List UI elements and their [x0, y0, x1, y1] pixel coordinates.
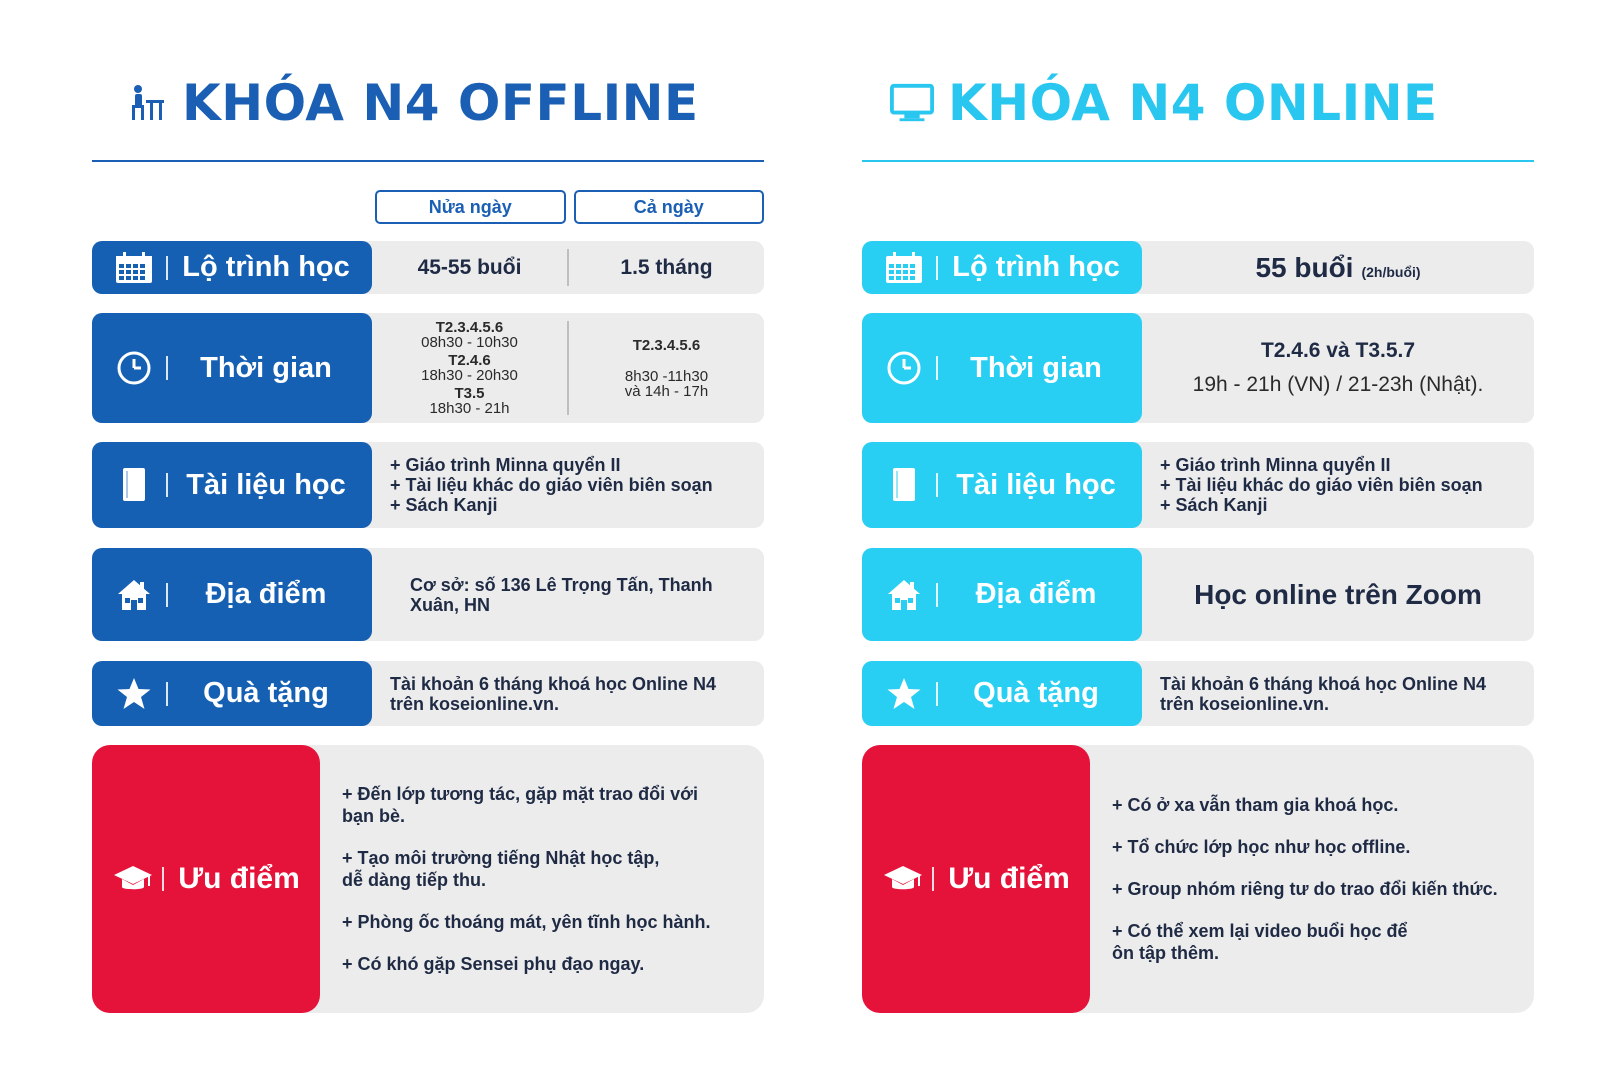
online-schedule-label: [862, 241, 1142, 294]
half-day-slot-1-day: T2.3.4.5.6: [435, 319, 504, 336]
offline-location-values: [372, 548, 764, 641]
offline-gift-label: [92, 661, 372, 726]
offline-material-2: + Tài liệu khác do giáo viên biên soạn: [390, 475, 713, 495]
half-day-slot-3-time: 18h30 - 21h: [429, 400, 510, 417]
online-location-value: Học online trên Zoom: [1194, 578, 1482, 610]
offline-advantage-4-line-1: + Có khó gặp Sensei phụ đạo ngay.: [342, 954, 645, 974]
offline-advantages-list: [342, 745, 744, 1013]
offline-advantage-3-line-1: + Phòng ốc thoáng mát, yên tĩnh học hành.: [342, 912, 711, 932]
offline-location-label-text: Địa điểm: [205, 578, 327, 610]
star-icon: [114, 674, 154, 714]
online-advantage-2-line-1: + Tổ chức lớp học như học offline.: [1112, 837, 1411, 857]
online-materials-label: [862, 442, 1142, 528]
calendar-icon: [114, 248, 154, 288]
offline-advantage-2-line-2: dễ dàng tiếp thu.: [342, 870, 486, 890]
offline-time-label: [92, 313, 372, 423]
offline-location-line-2: Xuân, HN: [410, 594, 491, 615]
online-advantages-label-text: Ưu điểm: [948, 862, 1070, 895]
online-material-1: + Giáo trình Minna quyển II: [1160, 455, 1391, 475]
offline-location-label: [92, 548, 372, 641]
offline-gift-line-2: trên koseionline.vn.: [390, 693, 560, 714]
online-title-text: KHÓA N4 ONLINE: [948, 74, 1438, 132]
online-schedule-note: (2h/buổi): [1361, 263, 1421, 280]
offline-schedule-values: [372, 241, 764, 294]
offline-gift-row: [92, 661, 764, 726]
online-time-label-text: Thời gian: [970, 351, 1102, 384]
offline-advantage-1-line-1: + Đến lớp tương tác, gặp mặt trao đổi với: [342, 784, 698, 804]
offline-materials-label-text: Tài liệu học: [186, 468, 346, 501]
online-materials-values: [1142, 442, 1534, 528]
offline-column-headers: [375, 190, 764, 224]
clock-icon: [884, 348, 924, 388]
offline-advantage-1-line-2: bạn bè.: [342, 806, 406, 826]
offline-schedule-row: [92, 241, 764, 294]
online-time-days: T2.4.6 và T3.5.7: [1260, 339, 1416, 362]
online-advantage-3: [1112, 878, 1514, 900]
offline-title: [92, 68, 764, 138]
online-divider: [862, 160, 1534, 162]
online-gift-values: [1142, 661, 1534, 726]
online-time-hours: 19h - 21h (VN) / 21-23h (Nhật).: [1192, 373, 1484, 396]
offline-materials-row: [92, 442, 764, 528]
online-advantage-4-line-2: ôn tập thêm.: [1112, 943, 1219, 963]
online-materials-label-text: Tài liệu học: [956, 468, 1116, 501]
graduation-cap-icon: [112, 858, 154, 900]
monitor-icon: [890, 81, 934, 125]
book-icon: [884, 465, 924, 505]
online-advantage-3-line-1: + Group nhóm riêng tư do trao đổi kiến thức.: [1112, 879, 1498, 899]
online-material-3: + Sách Kanji: [1160, 495, 1268, 515]
online-advantage-2: [1112, 836, 1514, 858]
offline-schedule-label: [92, 241, 372, 294]
offline-schedule-half: 45-55 buổi: [417, 255, 522, 279]
offline-advantages-row: [92, 745, 764, 1013]
offline-column: [92, 0, 764, 1083]
offline-advantage-1: [342, 783, 744, 827]
online-advantage-4-line-1: + Có thể xem lại video buổi học để: [1112, 921, 1408, 941]
offline-material-1: + Giáo trình Minna quyển II: [390, 455, 621, 475]
offline-schedule-full: 1.5 tháng: [620, 255, 713, 279]
online-materials-row: [862, 442, 1534, 528]
online-schedule-label-text: Lộ trình học: [952, 251, 1120, 283]
offline-gift-values: [372, 661, 764, 726]
star-icon: [884, 674, 924, 714]
online-gift-line-2: trên koseionline.vn.: [1160, 693, 1330, 714]
online-gift-line-1: Tài khoản 6 tháng khoá học Online N4: [1160, 673, 1487, 694]
offline-location-line-1: Cơ sở: số 136 Lê Trọng Tấn, Thanh: [410, 574, 713, 595]
full-day-header: Cả ngày: [574, 190, 765, 224]
half-day-slot-2-time: 18h30 - 20h30: [421, 367, 518, 384]
offline-gift-label-text: Quà tặng: [203, 677, 329, 709]
online-advantages-label: [862, 745, 1090, 1013]
half-day-slot-3-day: T3.5: [454, 385, 485, 402]
offline-materials-label: [92, 442, 372, 528]
offline-gift-line-1: Tài khoản 6 tháng khoá học Online N4: [390, 673, 717, 694]
online-location-row: [862, 548, 1534, 641]
offline-location-row: [92, 548, 764, 641]
offline-advantages-label: [92, 745, 320, 1013]
online-material-2: + Tài liệu khác do giáo viên biên soạn: [1160, 475, 1483, 495]
offline-materials-values: [372, 442, 764, 528]
online-advantages-list: [1112, 745, 1514, 1013]
offline-advantage-2: [342, 847, 744, 891]
online-advantage-1: [1112, 794, 1514, 816]
online-schedule-values: [1142, 241, 1534, 294]
offline-time-label-text: Thời gian: [200, 351, 332, 384]
clock-icon: [114, 348, 154, 388]
offline-divider: [92, 160, 764, 162]
online-column: [862, 0, 1534, 1083]
house-icon: [884, 575, 924, 615]
offline-time-values: [372, 313, 764, 423]
offline-advantages-label-text: Ưu điểm: [178, 862, 300, 895]
full-day-slot-time-2: và 14h - 17h: [624, 382, 709, 400]
offline-schedule-label-text: Lộ trình học: [182, 251, 350, 283]
half-day-header: Nửa ngày: [375, 190, 566, 224]
offline-time-row: [92, 313, 764, 423]
online-advantage-1-line-1: + Có ở xa vẫn tham gia khoá học.: [1112, 795, 1399, 815]
online-location-values: [1142, 548, 1534, 641]
online-advantage-4: [1112, 920, 1514, 964]
offline-advantage-2-line-1: + Tạo môi trường tiếng Nhật học tập,: [342, 848, 660, 868]
online-gift-row: [862, 661, 1534, 726]
online-location-label: [862, 548, 1142, 641]
offline-material-3: + Sách Kanji: [390, 495, 498, 515]
desk-icon: [124, 81, 168, 125]
online-title: [862, 68, 1534, 138]
online-location-label-text: Địa điểm: [975, 578, 1097, 610]
online-time-values: [1142, 313, 1534, 423]
calendar-icon: [884, 248, 924, 288]
graduation-cap-icon: [882, 858, 924, 900]
online-time-label: [862, 313, 1142, 423]
online-time-row: [862, 313, 1534, 423]
half-day-slot-1-time: 08h30 - 10h30: [421, 334, 518, 351]
book-icon: [114, 465, 154, 505]
full-day-slot-time-1: 8h30 -11h30: [624, 367, 709, 385]
full-day-slot-day: T2.3.4.5.6: [632, 336, 701, 354]
offline-advantage-3: [342, 911, 744, 933]
online-schedule-row: [862, 241, 1534, 294]
offline-title-text: KHÓA N4 OFFLINE: [182, 74, 699, 132]
offline-advantage-4: [342, 953, 744, 975]
online-gift-label: [862, 661, 1142, 726]
online-gift-label-text: Quà tặng: [973, 677, 1099, 709]
online-schedule-value: 55 buổi: [1255, 251, 1354, 283]
online-advantages-row: [862, 745, 1534, 1013]
half-day-slot-2-day: T2.4.6: [448, 352, 491, 369]
house-icon: [114, 575, 154, 615]
